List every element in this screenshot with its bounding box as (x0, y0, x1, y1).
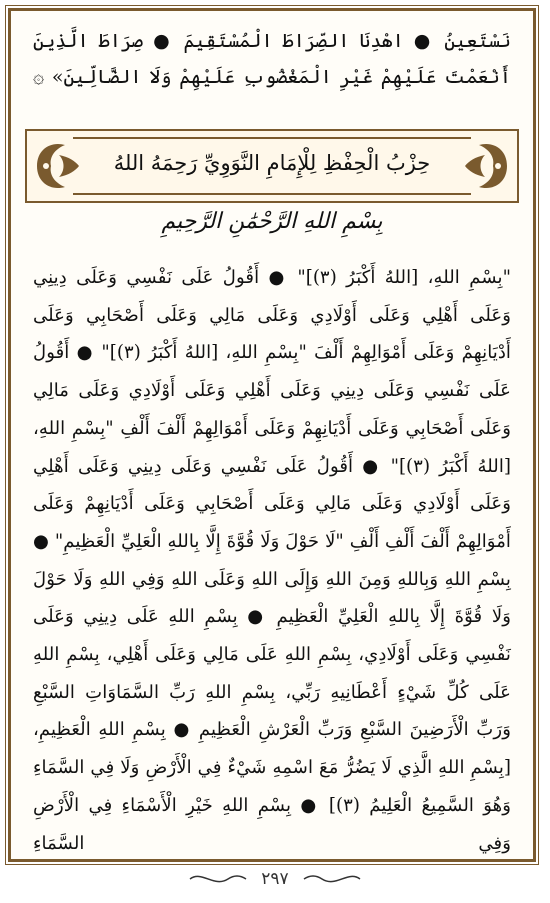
flourish-icon (302, 872, 362, 886)
prayer-body (33, 259, 511, 862)
quran-verse-text: نَسْتَعِينُ ● اهْدِنَا الصِّرَاطَ الْمُسْتَقِيمَ ● صِرَاطَ الَّذِينَ أَنْعَمْتَ عَلَيْهِمْ غَيْرِ الْمَغْضُوبِ عَلَيْهِمْ وَلَا الضَّالِّينَ» ۞ (33, 30, 511, 88)
page-frame (8, 8, 536, 862)
basmala-heading: بِسْمِ اللهِ الرَّحْمَٰنِ الرَّحِيمِ (161, 209, 383, 234)
section-title: حِزْبُ الْحِفْظِ لِلْإِمَامِ النَّوَوِيِّ رَحِمَهُ اللهُ (113, 151, 431, 175)
page-number: ٢٩٧ (261, 868, 289, 889)
corner-ornament-icon (29, 135, 91, 197)
corner-ornament-icon (453, 135, 515, 197)
page-footer (0, 868, 550, 896)
prayer-paragraph: "بِسْمِ اللهِ، [اللهُ أَكْبَرُ (٣)]" ● أَقُولُ عَلَى نَفْسِي وَعَلَى دِينِي وَعَلَى أَهْلِي وَعَلَى أَوْلَادِي وَعَلَى مَالِي وَعَلَى أَصْحَابِي وَعَلَى أَدْيَانِهِمْ وَعَلَى أَمْوَالِهِمْ أَلْفَ "بِسْمِ اللهِ، [اللهُ أَكْبَرُ (٣)]" ● أَقُولُ عَلَى نَفْسِي وَعَلَى دِينِي وَعَلَى أَهْلِي وَعَلَى أَوْلَادِي وَعَلَى مَالِي وَعَلَى أَصْحَابِي وَعَلَى أَدْيَانِهِمْ وَعَلَى أَمْوَالِهِمْ أَلْفَ أَلْفِ "بِسْمِ اللهِ، [اللهُ أَكْبَرُ (٣)]" ● أَقُولُ عَلَى نَفْسِي وَعَلَى دِينِي وَعَلَى أَهْلِي وَعَلَى أَوْلَادِي وَعَلَى مَالِي وَعَلَى أَصْحَابِي وَعَلَى أَدْيَانِهِمْ وَعَلَى أَمْوَالِهِمْ أَلْفَ أَلْفِ أَلْفِ "لَا حَوْلَ وَلَا قُوَّةَ إِلَّا بِاللهِ الْعَلِيِّ الْعَظِيمِ" ● بِسْمِ اللهِ وَبِاللهِ وَمِنَ اللهِ وَإِلَى اللهِ وَعَلَى اللهِ وَفِي اللهِ وَلَا حَوْلَ وَلَا قُوَّةَ إِلَّا بِاللهِ الْعَلِيِّ الْعَظِيمِ ● بِسْمِ اللهِ عَلَى دِينِي وَعَلَى نَفْسِي وَعَلَى أَوْلَادِي، بِسْمِ اللهِ عَلَى مَالِي وَعَلَى أَهْلِي، بِسْمِ اللهِ عَلَى كُلِّ شَيْءٍ أَعْطَانِيهِ رَبِّي، بِسْمِ اللهِ رَبِّ السَّمَاوَاتِ السَّبْعِ وَرَبِّ الْأَرَضِينَ السَّبْعِ وَرَبِّ الْعَرْشِ الْعَظِيمِ ● بِسْمِ اللهِ الْعَظِيمِ، [بِسْمِ اللهِ الَّذِي لَا يَضُرُّ مَعَ اسْمِهِ شَيْءٌ فِي الْأَرْضِ وَلَا فِي السَّمَاءِ وَهُوَ السَّمِيعُ الْعَلِيمُ (٣)] ● بِسْمِ اللهِ خَيْرِ الْأَسْمَاءِ فِي الْأَرْضِ وَفِي السَّمَاءِ (33, 267, 511, 854)
flourish-icon (188, 872, 248, 886)
chapter-banner (25, 129, 519, 203)
